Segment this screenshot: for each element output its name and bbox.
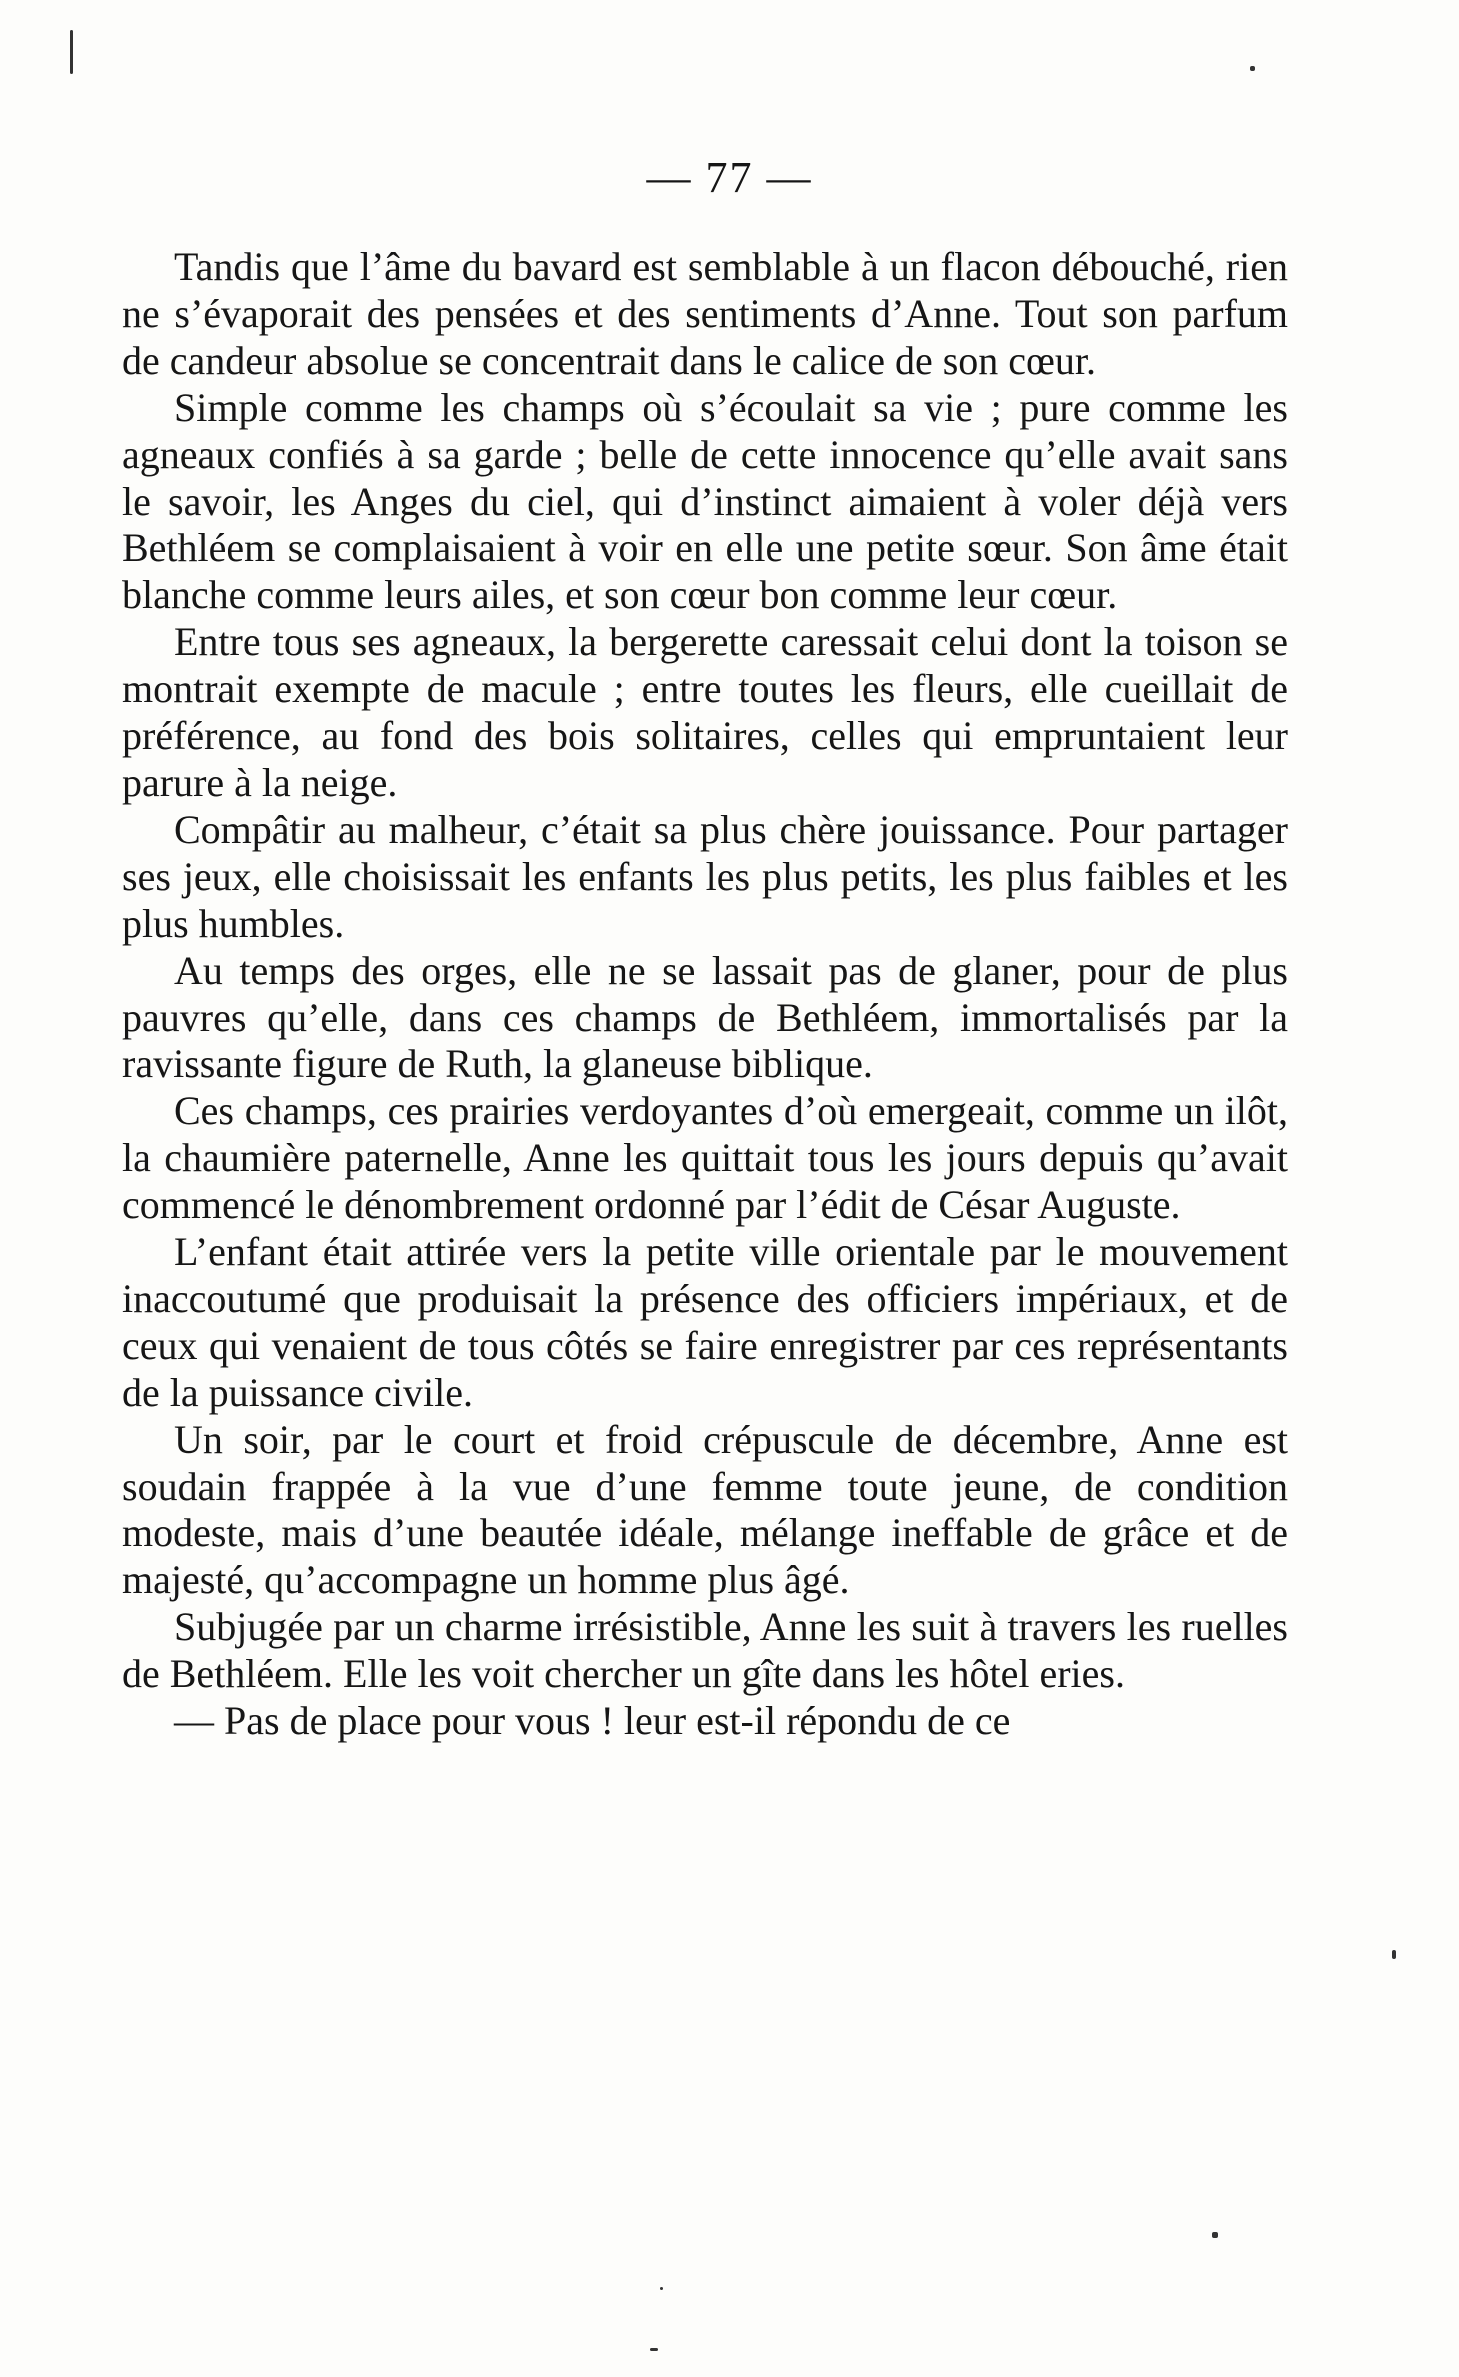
scan-speck bbox=[1250, 66, 1255, 71]
paragraph-10: — Pas de place pour vous ! leur est-il répondu de ce bbox=[174, 1698, 1011, 1744]
paragraph-8: Un soir, par le court et froid crépuscule de décembre, Anne est soudain frappée à la vue d’une femme toute jeune, de condition modeste, mais d’une beautée idéale, mélange ineffable de grâce et de majesté, qu’accompagne un homme plus âgé. bbox=[122, 1416, 1288, 1603]
scan-speck bbox=[650, 2348, 658, 2351]
paragraph-1: Tandis que l’âme du bavard est semblable à un flacon débouché, rien ne s’évaporait des pensées et des sentiments d’Anne. Tout son parfum de candeur absolue se concentrait dans le calice de son cœur. bbox=[122, 244, 1288, 383]
body-text bbox=[122, 244, 1288, 1745]
paragraph-3: Entre tous ses agneaux, la bergerette caressait celui dont la toison se montrait exempte de macule ; entre toutes les fleurs, elle cueillait de préférence, au fond des bois solitaires, celles qui empruntaient leur parure à la neige. bbox=[122, 619, 1288, 805]
scan-speck bbox=[660, 2287, 663, 2290]
paragraph-6: Ces champs, ces prairies verdoyantes d’où emergeait, comme un ilôt, la chaumière paternelle, Anne les quittait tous les jours depuis qu’avait commencé le dénombrement ordonné par l’édit de César Auguste. bbox=[122, 1088, 1288, 1228]
scan-speck bbox=[1392, 1950, 1396, 1959]
paragraph-5: Au temps des orges, elle ne se lassait pas de glaner, pour de plus pauvres qu’elle, dans ces champs de Bethléem, immortalisés par la ravissante figure de Ruth, la glaneuse biblique. bbox=[122, 947, 1288, 1087]
scan-speck bbox=[1212, 2232, 1218, 2238]
page-number: — 77 — bbox=[646, 153, 813, 202]
paragraph-4: Compâtir au malheur, c’était sa plus chère jouissance. Pour partager ses jeux, elle choisissait les enfants les plus petits, les plus faibles et les plus humbles. bbox=[122, 806, 1288, 946]
paragraph-7: L’enfant était attirée vers la petite ville orientale par le mouvement inaccoutumé que produisait la présence des officiers impériaux, et de ceux qui venaient de tous côtés se faire enregistrer par ces représentants de la puissance civile. bbox=[122, 1229, 1288, 1415]
scan-speck bbox=[70, 30, 73, 74]
paragraph-9: Subjugée par un charme irrésistible, Anne les suit à travers les ruelles de Bethléem. Elle les voit chercher un gîte dans les hôtel eries. bbox=[122, 1604, 1288, 1697]
paragraph-2: Simple comme les champs où s’écoulait sa vie ; pure comme les agneaux confiés à sa garde ; belle de cette innocence qu’elle avait sans le savoir, les Anges du ciel, qui d’instinct aimaient à voler déjà vers Bethléem se complaisaient à voir en elle une petite sœur. Son âme était blanche comme leurs ailes, et son cœur bon comme leur cœur. bbox=[122, 384, 1288, 618]
